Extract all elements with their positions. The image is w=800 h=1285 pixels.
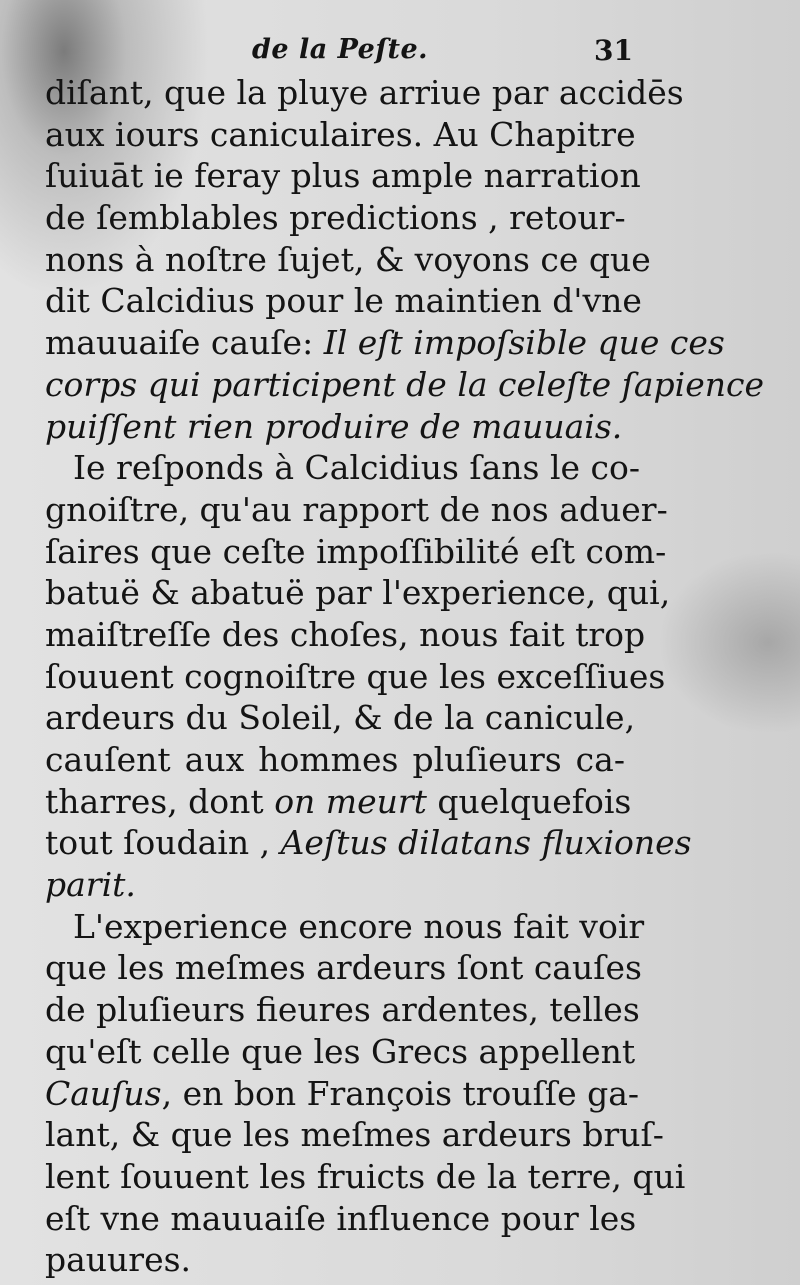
text-run: , en bon François trouſſe ga-: [161, 1073, 640, 1113]
text-run: Ie reſponds à Calcidius ſans le co-: [73, 448, 641, 488]
latin-quote: Aeſtus dilatans fluxiones: [280, 823, 692, 863]
text-run: tout ſoudain ,: [45, 823, 281, 863]
text-run: diſant, que la pluye arriue par accidēs: [45, 73, 684, 112]
text-line: [45, 72, 684, 114]
text-line: [45, 239, 651, 281]
text-run: ſouuent cognoiſtre que les exceſſiues: [45, 656, 666, 696]
page-number: 31: [594, 34, 633, 67]
text-line: [45, 781, 632, 823]
text-run: pauures.: [45, 1240, 192, 1280]
text-run: dit Calcidius pour le maintien d'vne: [45, 281, 642, 321]
text-line: [45, 280, 642, 322]
running-head: de la Peſte.: [252, 34, 429, 65]
text-run: aux iours caniculaires. Au Chapitre: [45, 114, 636, 154]
latin-quote: Il eſt impoſsible que ces: [323, 323, 725, 363]
latin-quote: puiſſent rien produire de mauuais.: [45, 406, 623, 446]
text-line: [45, 1156, 686, 1198]
text-run: ardeurs du Soleil, & de la canicule,: [45, 698, 636, 738]
body-text: [45, 72, 764, 1281]
text-line: [45, 364, 764, 406]
latin-quote: parit.: [45, 865, 136, 905]
text-run: batuë & abatuë par l'experience, qui,: [45, 573, 671, 613]
text-line: [45, 822, 692, 864]
text-run: de ſemblables predictions , retour-: [45, 198, 626, 238]
text-line: [45, 697, 636, 739]
text-line: [45, 864, 625, 906]
latin-quote: corps qui participent de la celeſte ſapience: [45, 364, 764, 404]
text-line: [45, 614, 646, 656]
text-line: [45, 1073, 640, 1115]
text-run: que les meſmes ardeurs ſont cauſes: [45, 948, 642, 988]
italic-phrase: on meurt: [274, 781, 427, 821]
text-run: de pluſieurs fieures ardentes, telles: [45, 990, 640, 1030]
text-line: [45, 989, 640, 1031]
text-line: [45, 1114, 664, 1156]
text-line: [45, 906, 645, 948]
text-line: [45, 1198, 637, 1240]
text-run: nons à noſtre ſujet, & voyons ce que: [45, 239, 651, 279]
text-run: cauſent aux hommes pluſieurs ca-: [45, 740, 625, 779]
text-run: lent ſouuent les fruicts de la terre, qui: [45, 1156, 686, 1196]
text-line: [45, 406, 625, 448]
text-run: lant, & que les meſmes ardeurs bruſ-: [45, 1115, 664, 1155]
text-line: [45, 489, 668, 531]
text-run: qu'eſt celle que les Grecs appellent: [45, 1031, 636, 1071]
text-line: [45, 572, 671, 614]
text-run: mauuaiſe cauſe:: [45, 323, 324, 363]
text-run: quelquefois: [426, 781, 632, 821]
text-run: tharres, dont: [45, 781, 275, 821]
text-line: [45, 1239, 625, 1281]
text-line: [45, 739, 625, 781]
text-line: [45, 155, 641, 197]
italic-term: Cauſus: [45, 1073, 162, 1113]
text-line: [45, 1031, 636, 1073]
text-line: [45, 322, 725, 364]
text-line: [45, 947, 642, 989]
text-line: [45, 114, 636, 156]
text-run: eſt vne mauuaiſe influence pour les: [45, 1198, 637, 1238]
text-line: [45, 447, 641, 489]
text-run: ſuiuāt ie feray plus ample narration: [45, 156, 641, 196]
text-run: L'experience encore nous fait voir: [73, 906, 645, 946]
text-run: gnoiſtre, qu'au rapport de nos aduer-: [45, 489, 668, 529]
text-run: maiſtreſſe des choſes, nous fait trop: [45, 614, 646, 654]
text-line: [45, 656, 666, 698]
text-run: ſaires que ceſte impoſſibilité eſt com-: [45, 531, 667, 571]
text-line: [45, 197, 625, 239]
text-line: [45, 531, 667, 573]
